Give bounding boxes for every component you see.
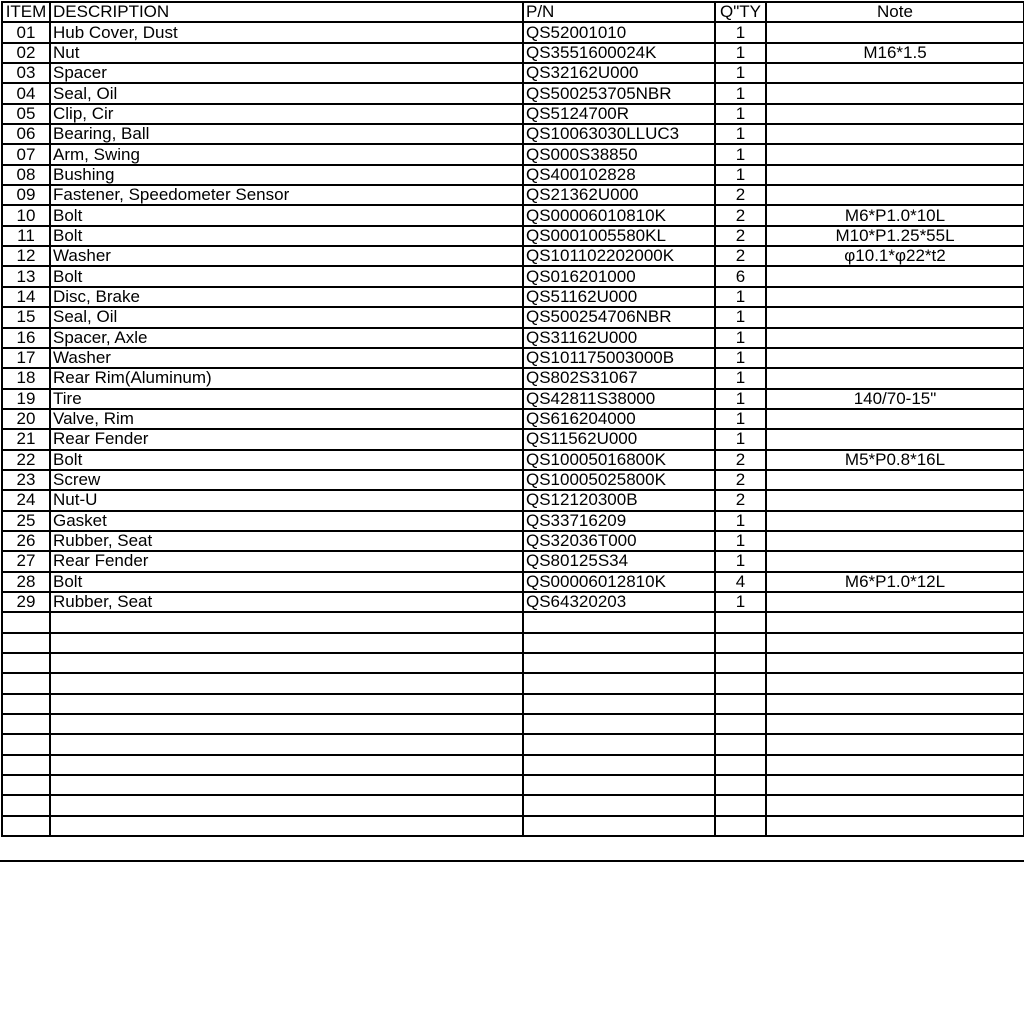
cell-description: Rear Fender <box>50 429 523 449</box>
cell-pn: QS51162U000 <box>523 287 715 307</box>
cell-description: Bolt <box>50 205 523 225</box>
table-row <box>2 592 1024 612</box>
cell-description: Washer <box>50 348 523 368</box>
cell-note <box>766 734 1024 754</box>
header-item: ITEM <box>2 2 50 22</box>
cell-qty: 2 <box>715 185 766 205</box>
cell-description: Fastener, Speedometer Sensor <box>50 185 523 205</box>
cell-qty: 1 <box>715 531 766 551</box>
table-row <box>2 653 1024 673</box>
cell-pn: QS000S38850 <box>523 144 715 164</box>
cell-pn <box>523 694 715 714</box>
cell-pn: QS616204000 <box>523 409 715 429</box>
parts-list-table <box>1 1 1024 837</box>
table-row <box>2 775 1024 795</box>
cell-note <box>766 714 1024 734</box>
cell-pn: QS10005016800K <box>523 450 715 470</box>
cell-pn: QS3551600024K <box>523 43 715 63</box>
cell-note <box>766 429 1024 449</box>
cell-description: Hub Cover, Dust <box>50 22 523 42</box>
table-row <box>2 612 1024 632</box>
cell-note <box>766 165 1024 185</box>
table-row <box>2 714 1024 734</box>
cell-item: 09 <box>2 185 50 205</box>
cell-qty: 2 <box>715 226 766 246</box>
cell-pn: QS80125S34 <box>523 551 715 571</box>
cell-note <box>766 511 1024 531</box>
cell-pn: QS42811S38000 <box>523 389 715 409</box>
cell-pn: QS016201000 <box>523 266 715 286</box>
cell-description: Nut <box>50 43 523 63</box>
cell-note <box>766 287 1024 307</box>
cell-note <box>766 83 1024 103</box>
cell-note <box>766 22 1024 42</box>
cell-pn <box>523 795 715 815</box>
cell-item <box>2 673 50 693</box>
cell-item: 05 <box>2 104 50 124</box>
cell-item: 26 <box>2 531 50 551</box>
table-body <box>2 2 1024 836</box>
cell-qty: 2 <box>715 490 766 510</box>
cell-description: Rubber, Seat <box>50 531 523 551</box>
cell-pn: QS31162U000 <box>523 328 715 348</box>
cell-note <box>766 694 1024 714</box>
cell-description: Washer <box>50 246 523 266</box>
cell-note <box>766 409 1024 429</box>
cell-pn: QS101175003000B <box>523 348 715 368</box>
cell-pn: QS5124700R <box>523 104 715 124</box>
cell-description: Clip, Cir <box>50 104 523 124</box>
cell-qty: 1 <box>715 83 766 103</box>
cell-qty <box>715 653 766 673</box>
cell-qty: 1 <box>715 144 766 164</box>
cell-item: 07 <box>2 144 50 164</box>
table-row <box>2 165 1024 185</box>
cell-item: 20 <box>2 409 50 429</box>
cell-qty: 1 <box>715 348 766 368</box>
cell-qty <box>715 816 766 836</box>
cell-qty: 1 <box>715 287 766 307</box>
cell-item: 12 <box>2 246 50 266</box>
header-description: DESCRIPTION <box>50 2 523 22</box>
table-row <box>2 124 1024 144</box>
table-row <box>2 673 1024 693</box>
cell-pn: QS32162U000 <box>523 63 715 83</box>
cell-qty: 1 <box>715 511 766 531</box>
cell-description: Spacer <box>50 63 523 83</box>
cell-description <box>50 633 523 653</box>
table-row <box>2 144 1024 164</box>
cell-note: 140/70-15" <box>766 389 1024 409</box>
cell-item: 17 <box>2 348 50 368</box>
cell-note <box>766 795 1024 815</box>
cell-note <box>766 612 1024 632</box>
table-row <box>2 389 1024 409</box>
cell-note: M16*1.5 <box>766 43 1024 63</box>
cell-description: Gasket <box>50 511 523 531</box>
cell-qty: 1 <box>715 328 766 348</box>
cell-note <box>766 104 1024 124</box>
cell-description <box>50 795 523 815</box>
cell-description: Arm, Swing <box>50 144 523 164</box>
table-row <box>2 470 1024 490</box>
cell-qty <box>715 633 766 653</box>
cell-description: Bolt <box>50 450 523 470</box>
table-row <box>2 368 1024 388</box>
cell-qty: 6 <box>715 266 766 286</box>
cell-pn: QS11562U000 <box>523 429 715 449</box>
cell-pn: QS00006012810K <box>523 572 715 592</box>
cell-pn: QS101102202000K <box>523 246 715 266</box>
cell-description: Screw <box>50 470 523 490</box>
cell-item <box>2 755 50 775</box>
cell-qty: 4 <box>715 572 766 592</box>
cell-pn: QS802S31067 <box>523 368 715 388</box>
cell-note <box>766 348 1024 368</box>
cell-description <box>50 673 523 693</box>
cell-pn <box>523 755 715 775</box>
cell-note <box>766 551 1024 571</box>
header-qty: Q"TY <box>715 2 766 22</box>
cell-description <box>50 734 523 754</box>
cell-item: 29 <box>2 592 50 612</box>
cell-note <box>766 470 1024 490</box>
table-row <box>2 816 1024 836</box>
cell-description: Bushing <box>50 165 523 185</box>
table-row <box>2 694 1024 714</box>
cell-pn: QS52001010 <box>523 22 715 42</box>
cell-description: Disc, Brake <box>50 287 523 307</box>
cell-description: Rear Rim(Aluminum) <box>50 368 523 388</box>
cell-qty: 1 <box>715 165 766 185</box>
cell-item: 27 <box>2 551 50 571</box>
table-row <box>2 287 1024 307</box>
cell-item: 25 <box>2 511 50 531</box>
cell-item: 10 <box>2 205 50 225</box>
cell-note: M6*P1.0*12L <box>766 572 1024 592</box>
cell-qty: 1 <box>715 592 766 612</box>
cell-item <box>2 612 50 632</box>
cell-qty: 2 <box>715 450 766 470</box>
table-row <box>2 551 1024 571</box>
cell-item: 18 <box>2 368 50 388</box>
cell-pn: QS33716209 <box>523 511 715 531</box>
cell-description: Spacer, Axle <box>50 328 523 348</box>
cell-description: Rear Fender <box>50 551 523 571</box>
cell-item <box>2 714 50 734</box>
cell-item: 03 <box>2 63 50 83</box>
cell-note <box>766 775 1024 795</box>
cell-note: M5*P0.8*16L <box>766 450 1024 470</box>
cell-qty <box>715 673 766 693</box>
cell-pn <box>523 653 715 673</box>
table-row <box>2 633 1024 653</box>
cell-pn: QS21362U000 <box>523 185 715 205</box>
cell-note: φ10.1*φ22*t2 <box>766 246 1024 266</box>
cell-qty <box>715 612 766 632</box>
cell-note: M10*P1.25*55L <box>766 226 1024 246</box>
cell-pn <box>523 816 715 836</box>
table-row <box>2 266 1024 286</box>
cell-description <box>50 714 523 734</box>
cell-qty <box>715 734 766 754</box>
cell-qty: 1 <box>715 409 766 429</box>
cell-qty: 1 <box>715 63 766 83</box>
cell-qty: 1 <box>715 43 766 63</box>
table-row <box>2 83 1024 103</box>
cell-item <box>2 775 50 795</box>
cell-pn: QS400102828 <box>523 165 715 185</box>
table-row <box>2 572 1024 592</box>
cell-note <box>766 266 1024 286</box>
table-row <box>2 205 1024 225</box>
cell-item <box>2 694 50 714</box>
table-row <box>2 328 1024 348</box>
cell-pn: QS500254706NBR <box>523 307 715 327</box>
table-row <box>2 226 1024 246</box>
cell-note <box>766 653 1024 673</box>
cell-item: 24 <box>2 490 50 510</box>
cell-pn <box>523 673 715 693</box>
cell-qty <box>715 694 766 714</box>
cell-description <box>50 816 523 836</box>
cell-item: 15 <box>2 307 50 327</box>
table-row <box>2 795 1024 815</box>
cell-qty <box>715 795 766 815</box>
cell-note <box>766 144 1024 164</box>
table-row <box>2 348 1024 368</box>
cell-qty: 1 <box>715 389 766 409</box>
table-row <box>2 63 1024 83</box>
table-row <box>2 450 1024 470</box>
cell-note <box>766 816 1024 836</box>
cell-note: M6*P1.0*10L <box>766 205 1024 225</box>
cell-pn: QS10005025800K <box>523 470 715 490</box>
table-row <box>2 307 1024 327</box>
cell-qty: 1 <box>715 368 766 388</box>
cell-qty: 1 <box>715 22 766 42</box>
cell-item <box>2 795 50 815</box>
cell-pn: QS10063030LLUC3 <box>523 124 715 144</box>
table-row <box>2 755 1024 775</box>
cell-qty: 2 <box>715 205 766 225</box>
cell-description: Tire <box>50 389 523 409</box>
table-row <box>2 104 1024 124</box>
cell-item <box>2 633 50 653</box>
cell-pn: QS500253705NBR <box>523 83 715 103</box>
cell-note <box>766 673 1024 693</box>
cell-pn <box>523 775 715 795</box>
cell-item <box>2 653 50 673</box>
cell-item: 16 <box>2 328 50 348</box>
cell-description: Bolt <box>50 266 523 286</box>
cell-item: 04 <box>2 83 50 103</box>
cell-note <box>766 633 1024 653</box>
header-pn: P/N <box>523 2 715 22</box>
cell-qty <box>715 755 766 775</box>
table-row <box>2 185 1024 205</box>
cell-note <box>766 531 1024 551</box>
cell-item: 13 <box>2 266 50 286</box>
cell-note <box>766 307 1024 327</box>
cell-item: 19 <box>2 389 50 409</box>
table-row <box>2 734 1024 754</box>
cell-description: Bolt <box>50 572 523 592</box>
page-divider-line <box>0 860 1024 862</box>
cell-item: 11 <box>2 226 50 246</box>
cell-qty <box>715 714 766 734</box>
table-row <box>2 43 1024 63</box>
cell-description: Nut-U <box>50 490 523 510</box>
cell-note <box>766 124 1024 144</box>
cell-pn: QS12120300B <box>523 490 715 510</box>
cell-pn: QS00006010810K <box>523 205 715 225</box>
cell-pn <box>523 633 715 653</box>
cell-pn: QS32036T000 <box>523 531 715 551</box>
table-row <box>2 246 1024 266</box>
cell-qty: 1 <box>715 124 766 144</box>
cell-qty: 2 <box>715 246 766 266</box>
cell-pn: QS0001005580KL <box>523 226 715 246</box>
cell-note <box>766 328 1024 348</box>
cell-note <box>766 185 1024 205</box>
cell-item: 14 <box>2 287 50 307</box>
cell-note <box>766 592 1024 612</box>
cell-pn <box>523 734 715 754</box>
cell-note <box>766 63 1024 83</box>
cell-description <box>50 653 523 673</box>
cell-qty: 2 <box>715 470 766 490</box>
cell-item <box>2 734 50 754</box>
cell-description: Bolt <box>50 226 523 246</box>
cell-item: 02 <box>2 43 50 63</box>
cell-description: Bearing, Ball <box>50 124 523 144</box>
cell-item: 21 <box>2 429 50 449</box>
cell-qty: 1 <box>715 551 766 571</box>
cell-note <box>766 490 1024 510</box>
cell-description <box>50 775 523 795</box>
cell-description <box>50 612 523 632</box>
cell-note <box>766 368 1024 388</box>
cell-item: 28 <box>2 572 50 592</box>
cell-qty: 1 <box>715 307 766 327</box>
cell-item: 08 <box>2 165 50 185</box>
table-row <box>2 22 1024 42</box>
cell-pn <box>523 612 715 632</box>
table-row <box>2 490 1024 510</box>
cell-item: 22 <box>2 450 50 470</box>
cell-description <box>50 694 523 714</box>
cell-description: Valve, Rim <box>50 409 523 429</box>
cell-pn: QS64320203 <box>523 592 715 612</box>
cell-description: Rubber, Seat <box>50 592 523 612</box>
table-row <box>2 511 1024 531</box>
cell-item: 23 <box>2 470 50 490</box>
table-row <box>2 429 1024 449</box>
cell-item <box>2 816 50 836</box>
table-row <box>2 409 1024 429</box>
cell-item: 01 <box>2 22 50 42</box>
header-note: Note <box>766 2 1024 22</box>
cell-description: Seal, Oil <box>50 307 523 327</box>
table-row <box>2 531 1024 551</box>
cell-description <box>50 755 523 775</box>
cell-qty: 1 <box>715 429 766 449</box>
header-row <box>2 2 1024 22</box>
cell-qty: 1 <box>715 104 766 124</box>
cell-item: 06 <box>2 124 50 144</box>
cell-note <box>766 755 1024 775</box>
cell-pn <box>523 714 715 734</box>
cell-description: Seal, Oil <box>50 83 523 103</box>
cell-qty <box>715 775 766 795</box>
